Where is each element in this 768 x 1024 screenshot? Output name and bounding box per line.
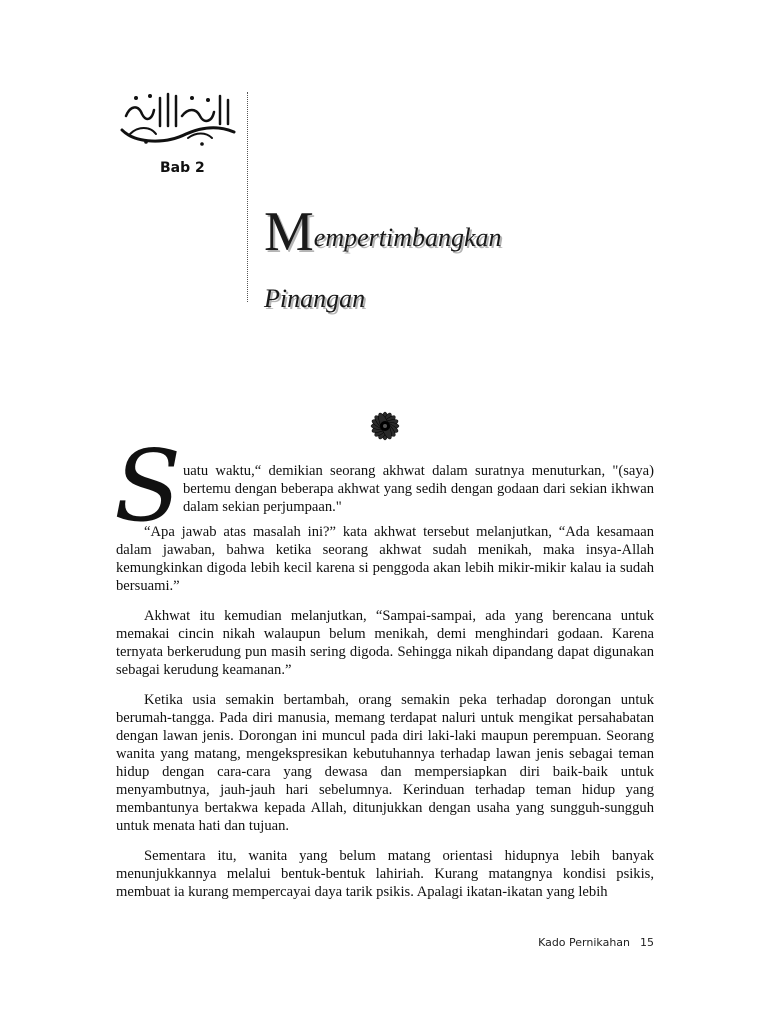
drop-cap-letter: S xyxy=(114,430,182,544)
paragraph: Sementara itu, wanita yang belum matang orientasi hidupnya lebih banyak menunjukkannya melalui bentuk-bentuk lahiriah. Kurang matangnya kondisi psikis, membuat ia kurang mempercayai daya tarik psikis. Apalagi ikatan-ikatan yang lebih xyxy=(116,848,654,900)
flower-ornament-icon xyxy=(365,406,405,446)
title-initial: M xyxy=(264,201,314,263)
page-footer xyxy=(538,936,654,949)
paragraph: Ketika usia semakin bertambah, orang semakin peka terhadap dorongan untuk berumah-tangga. Pada diri manusia, memang terdapat naluri untuk mengikat persahabatan dengan lawan jenis. Dorongan ini muncul pada diri laki-laki maupun perempuan. Seorang wanita yang matang, mengekspresikan kebutuhannya terhadap lawan jenis sebagai teman hidup dengan cara-cara yang dewasa dan mempersiapkan diri baik-baik untuk menyambutnya, jauh-jauh hari sebelumnya. Kerinduan terhadap teman hidup yang membantunya bertakwa kepada Allah, ditunjukkan dengan usaha yang sungguh-sungguh untuk menata hati dan tujuan. xyxy=(116,692,654,834)
chapter-title-line1 xyxy=(264,201,502,263)
body-text xyxy=(116,523,654,913)
basmala-calligraphy-icon xyxy=(116,86,238,148)
vertical-divider xyxy=(247,92,248,302)
paragraph: “Apa jawab atas masalah ini?” kata akhwat tersebut melanjutkan, “Ada kesamaan dalam jawaban, bahwa ketika seorang akhwat sudah menikah, maka insya-Allah kemungkinkan digoda lebih kecil karena si penggoda akan lebih mikir-mikir kalau ia sudah bersuami.” xyxy=(116,524,654,594)
page-number: 15 xyxy=(640,936,654,949)
footer-book-title: Kado Pernikahan xyxy=(538,936,630,949)
paragraph: Akhwat itu kemudian melanjutkan, “Sampai-sampai, ada yang berencana untuk memakai cincin nikah walaupun belum menikah, demi menghindari godaan. Karena ternyata berkerudung pun masih sering digoda. Sehingga nikah dipandang dapat digunakan sebagai kerudung keamanan.” xyxy=(116,608,654,678)
chapter-label: Bab 2 xyxy=(160,160,205,176)
title-line1-rest: empertimbangkan xyxy=(313,223,502,252)
first-paragraph: uatu waktu,“ demikian seorang akhwat dalam suratnya menuturkan, "(saya) bertemu dengan beberapa akhwat yang sedih dengan godaan dari sekian ikhwan dalam sekian perjumpaan." xyxy=(183,463,654,515)
chapter-title-line2: Pinangan xyxy=(264,284,366,313)
